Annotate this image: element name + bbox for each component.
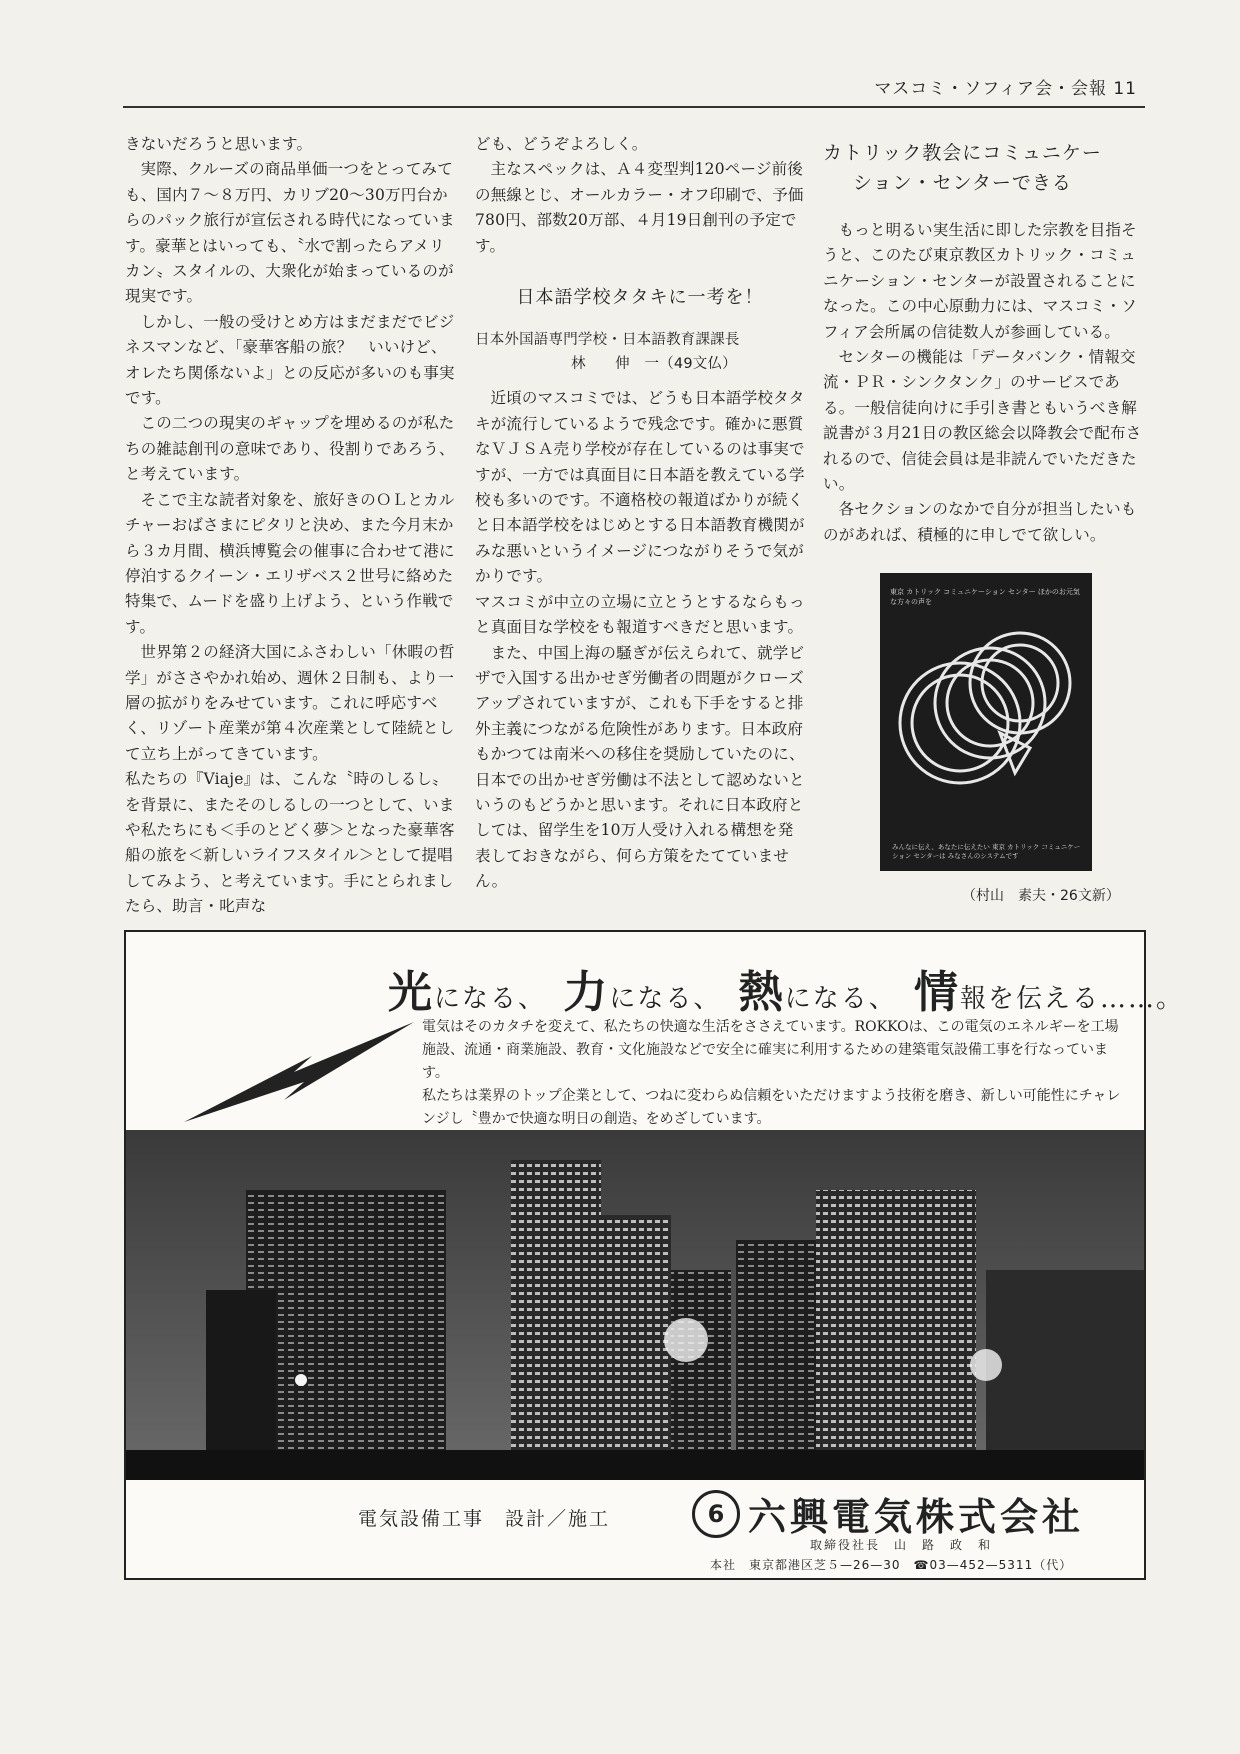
paragraph: この二つの現実のギャップを埋めるのが私たちの雑誌創刊の意味であり、役割りであろう、と考えています。 [125, 414, 455, 484]
paragraph: ども、どうぞよろしく。 [475, 135, 648, 153]
paragraph: 主なスペックは、Ａ４変型判120ページ前後の無線とじ、オールカラー・オフ印刷で、予価780円、部数20万部、４月19日創刊の予定です。 [475, 160, 804, 255]
slogan-small: になる、 [434, 984, 547, 1014]
byline-role: 日本外国語専門学校・日本語教育課課長 [475, 332, 740, 349]
slogan-big: 光 [388, 967, 434, 1018]
skyline-illustration [126, 1130, 1144, 1480]
slogan-small: になる、 [784, 984, 897, 1014]
paragraph: 私たちの『Viaje』は、こんな〝時のしるし〟を背景に、またそのしるしの一つとして、いまや私たちにも＜手のとどく夢＞となった豪華客船の旅を＜新しいライフスタイル＞として提唱してみよう、と考えています。手にとられましたら、助言・叱声な [125, 770, 455, 916]
company-address: 本社 東京都港区芝５—26—30 ☎03—452—5311（代） [710, 1558, 1073, 1572]
slogan-big: 情 [914, 967, 961, 1018]
paragraph: また、中国上海の騒ぎが伝えられて、就学ビザで入国する出かせぎ労働者の問題がクローズアップされていますが、これも下手をすると排外主義につながる危険性があります。日本政府もかつては南米への移住を奨励していたのに、日本での出かせぎ労働は不法として認めないというのもどうかと思います。それに日本政府としては、留学生を10万人受け入れる構想を発表しておきながら、何ら方策をたてていません。 [475, 643, 805, 891]
page-header [123, 72, 1145, 108]
ad-paragraph: 電気はそのカタチを変えて、私たちの快適な生活をささえています。ROKKOは、この電気のエネルギーを工場施設、流通・商業施設、教育・文化施設などで安全に確実に利用するための建築電気設備工事を行なっています。 [422, 1019, 1119, 1081]
photo-caption: （村山 素夫・26文新） [962, 888, 1120, 904]
paragraph: そこで主な読者対象を、旅好きのＯＬとカルチャーおばさまにピタリと決め、また今月末から３カ月間、横浜博覧会の催事に合わせて港に停泊するクイーン・エリザベス２世号に絡めた特集で、ムードを盛り上げよう、という作戦です。 [125, 490, 455, 636]
brochure-top-text: 東京 カトリック コミュニケーション センター ほかのお元気な方々の声を [890, 588, 1080, 606]
paragraph: 実際、クルーズの商品単価一つをとってみても、国内７〜８万円、カリブ20〜30万円台からのパック旅行が宣伝される時代になっています。豪華とはいっても、〝水で割ったらアメリカン〟スタイルの、大衆化が始まっているのが現実です。 [125, 160, 455, 306]
rokko-advertisement [124, 930, 1185, 1580]
headline-line-2: ション・センターできる [853, 172, 1072, 194]
paragraph: もっと明るい実生活に即した宗教を目指そうと、このたび東京教区カトリック・コミュニケーション・センターが設置されることになった。この中心原動力には、マスコミ・ソフィア会所属の信徒数人が参画している。 [823, 221, 1138, 341]
slogan-big: 力 [563, 967, 610, 1018]
slogan-big: 熱 [738, 967, 785, 1018]
column-2 [475, 132, 805, 895]
byline-name: 林 伸 一（49文仏） [571, 356, 737, 373]
ad-paragraph: 私たちは業界のトップ企業として、つねに変わらぬ信頼をいただけますよう技術を磨き、新しい可能性にチャレンジし〝豊かで快適な明日の創造〟をめざしています。 [422, 1088, 1121, 1127]
lightning-bolt-icon [184, 1022, 414, 1132]
running-title: マスコミ・ソフィア会・会報 11 [874, 79, 1137, 99]
company-name: 六興電気株式会社 [748, 1495, 1085, 1539]
article-headline: 日本語学校タタキに一考を！ [516, 287, 764, 309]
brochure-photo [880, 573, 1092, 871]
brochure-bottom-text: みんなに伝え、あなたに伝えたい 東京 カトリック コミュニケーション センターは みなさんのシステムです [892, 843, 1081, 860]
paragraph: センターの機能は「データバンク・情報交流・ＰＲ・シンクタンク」のサービスである。一般信徒向けに手引き書ともいうべき解説書が３月21日の教区総会以降教会で配布されるので、信徒会員は是非読んでいただきたい。 [823, 348, 1142, 494]
company-president: 取締役社長 山 路 政 和 [810, 1538, 993, 1552]
slogan-small: 報を伝える……。 [960, 984, 1185, 1014]
city-night-photo [126, 1130, 1144, 1480]
service-label: 電気設備工事 設計／施工 [358, 1508, 611, 1530]
ad-slogan [388, 956, 1184, 1020]
paragraph: しかし、一般の受けとめ方はまだまだでビジネスマンなど、「豪華客船の旅？ いいけど、オレたち関係ないよ」との反応が多いのも事実です。 [125, 312, 455, 408]
paragraph: マスコミが中立の立場に立とうとするならもっと真面目な学校をも報道すべきだと思います。 [475, 592, 805, 637]
circles-logo-graphic [880, 573, 1092, 871]
slogan-small: になる、 [609, 984, 722, 1014]
article-headline [823, 138, 1143, 198]
rokko-logo-icon: 6 [692, 1490, 740, 1538]
column-3 [823, 132, 1143, 548]
column-1 [125, 132, 455, 920]
paragraph: 近頃のマスコミでは、どうも日本語学校タタキが流行しているようで残念です。確かに悪質なＶＪＳＡ売り学校が存在しているのは事実ですが、一方では真面目に日本語を教えている学校も多いのです。不適格校の報道ばかりが続くと日本語学校をはじめとする日本語教育機関がみな悪いというイメージにつながりそうで気がかりです。 [475, 389, 805, 586]
paragraph: 各セクションのなかで自分が担当したいものがあれば、積極的に申しでて欲しい。 [823, 500, 1137, 544]
byline [475, 328, 805, 376]
paragraph: 世界第２の経済大国にふさわしい「休暇の哲学」がささやかれ始め、週休２日制も、より一層の拡がりをみせています。これに呼応すべく、リゾート産業が第４次産業として陸続として立ち上がってきています。 [125, 643, 455, 763]
headline-line-1: カトリック教会にコミュニケー [823, 142, 1102, 164]
paragraph: きないだろうと思います。 [125, 135, 313, 153]
ad-body-text [422, 1016, 1122, 1131]
